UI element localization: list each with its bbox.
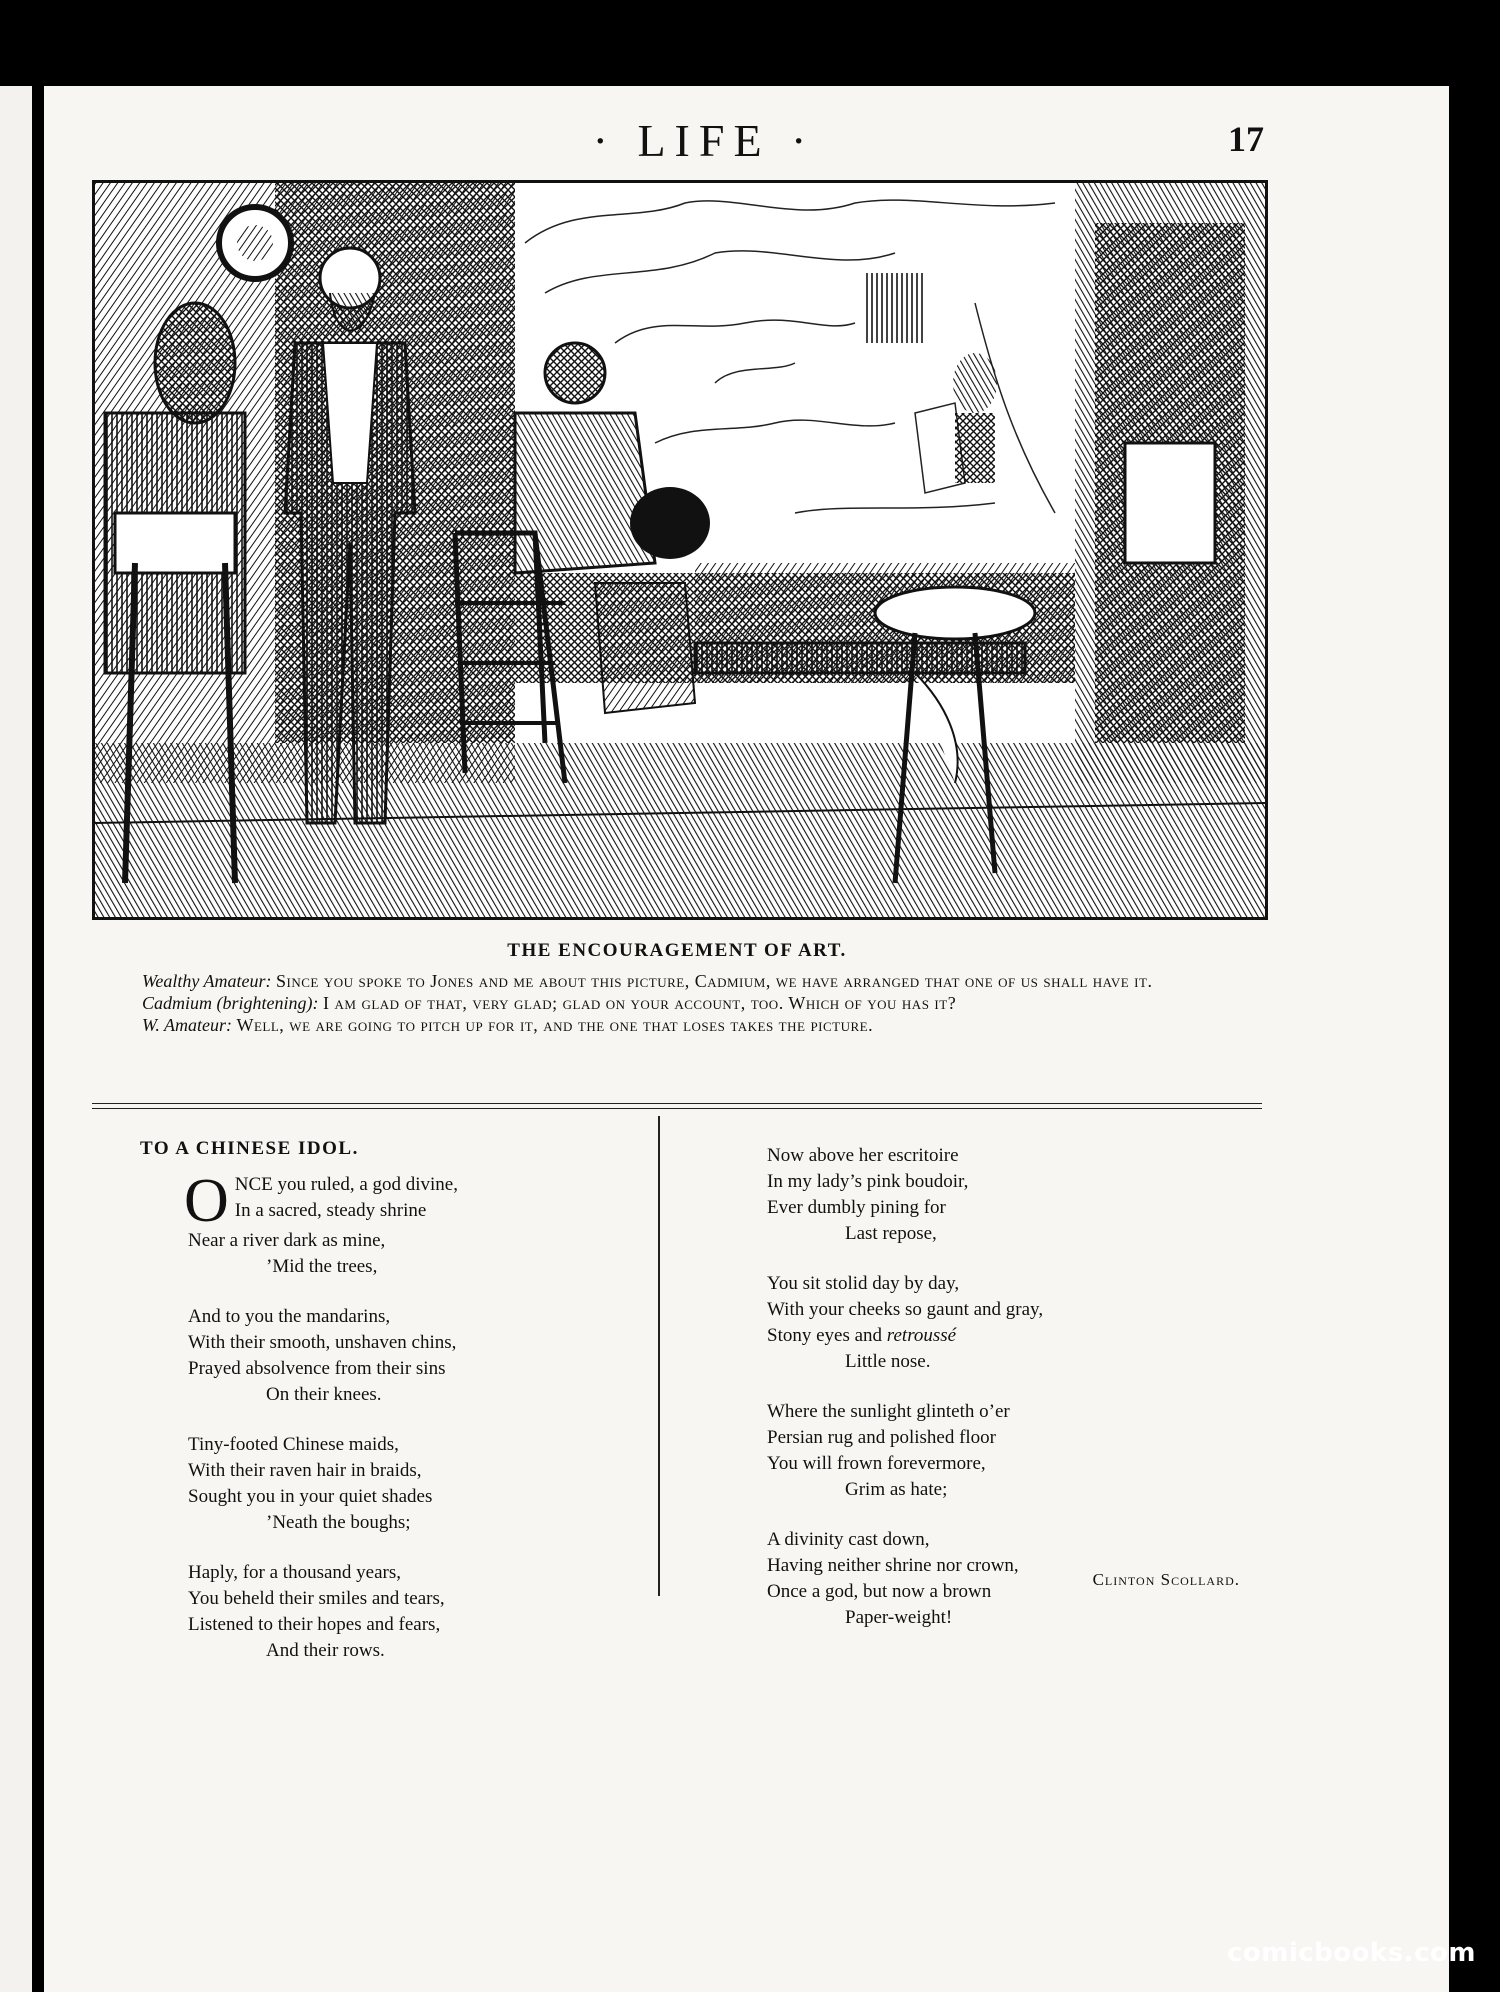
poem-line: On their knees. bbox=[266, 1384, 382, 1405]
facing-page-edge bbox=[0, 86, 38, 1992]
poem-line: You beheld their smiles and tears, bbox=[188, 1588, 445, 1609]
poem-line: Sought you in your quiet shades bbox=[188, 1486, 433, 1507]
poem-line: And to you the mandarins, bbox=[188, 1306, 391, 1327]
poem-line: Where the sunlight glinteth o’er bbox=[767, 1401, 1010, 1422]
poem-line: NCE you ruled, a god divine, bbox=[234, 1174, 458, 1195]
poem-line: In a sacred, steady shrine bbox=[234, 1200, 427, 1221]
poem-line: Grim as hate; bbox=[845, 1479, 948, 1500]
dialogue-line bbox=[96, 970, 1258, 992]
poem-stanza bbox=[188, 1432, 628, 1536]
dialogue-text: Well, we are going to pitch up for it, and the one that loses takes the picture. bbox=[236, 1015, 874, 1035]
poem-line: ’Mid the trees, bbox=[266, 1256, 378, 1277]
poem-line: Now above her escritoire bbox=[767, 1145, 959, 1166]
poem-line: With their smooth, unshaven chins, bbox=[188, 1332, 457, 1353]
poem-line: Little nose. bbox=[845, 1351, 931, 1372]
cartoon-title: THE ENCOURAGEMENT OF ART. bbox=[507, 940, 847, 961]
poem-stanza bbox=[188, 1304, 628, 1408]
poem-line: In my lady’s pink boudoir, bbox=[767, 1171, 969, 1192]
poem-title: TO A CHINESE IDOL. bbox=[140, 1138, 359, 1159]
scan-right-border bbox=[1449, 86, 1500, 1992]
poem-line: Near a river dark as mine, bbox=[188, 1230, 386, 1251]
italic-word: retroussé bbox=[886, 1325, 957, 1346]
engraving-drawing bbox=[95, 183, 1265, 917]
poem-line: Prayed absolvence from their sins bbox=[188, 1358, 446, 1379]
page-number: 17 bbox=[1228, 119, 1264, 159]
poem-line: You will frown forevermore, bbox=[767, 1453, 986, 1474]
poem-line: Having neither shrine nor crown, bbox=[767, 1555, 1019, 1576]
poem-line: Haply, for a thousand years, bbox=[188, 1562, 401, 1583]
drop-cap: O bbox=[184, 1167, 229, 1235]
poem-line: With your cheeks so gaunt and gray, bbox=[767, 1299, 1044, 1320]
dialogue-line bbox=[96, 1014, 1258, 1036]
poem-line: Tiny-footed Chinese maids, bbox=[188, 1434, 399, 1455]
speaker-label: Cadmium bbox=[142, 993, 213, 1013]
dialogue-text: I am glad of that, very glad; glad on your account, too. Which of you has it? bbox=[323, 993, 957, 1013]
poem-line: You sit stolid day by day, bbox=[767, 1273, 960, 1294]
poem-line: Persian rug and polished floor bbox=[767, 1427, 997, 1448]
poem-line: With their raven hair in braids, bbox=[188, 1460, 422, 1481]
poem-line: ’Neath the boughs; bbox=[266, 1512, 411, 1533]
site-watermark: comicbooks.com bbox=[1226, 1938, 1476, 1968]
poem-line: Listened to their hopes and fears, bbox=[188, 1614, 441, 1635]
poem-line: Last repose, bbox=[845, 1223, 937, 1244]
poem-line: Ever dumbly pining for bbox=[767, 1197, 946, 1218]
poem-left-column bbox=[184, 1167, 628, 1688]
poem-line: Once a god, but now a brown bbox=[767, 1581, 992, 1602]
poem-stanza bbox=[184, 1167, 628, 1280]
poem-line: And their rows. bbox=[266, 1640, 385, 1661]
cartoon-caption bbox=[96, 970, 1258, 1036]
cartoon-illustration bbox=[92, 180, 1268, 920]
speaker-aside: (brightening): bbox=[216, 993, 319, 1013]
column-divider bbox=[658, 1116, 660, 1596]
masthead: · LIFE · bbox=[592, 115, 816, 166]
poem-stanza bbox=[767, 1399, 1207, 1503]
speaker-label: Wealthy Amateur: bbox=[142, 971, 272, 991]
poem-stanza bbox=[767, 1271, 1207, 1375]
poem-line bbox=[767, 1323, 1207, 1349]
poem-stanza bbox=[188, 1560, 628, 1664]
dialogue-text: Since you spoke to Jones and me about this picture, Cadmium, we have arranged that one of us shall have it. bbox=[275, 971, 1153, 991]
poem-stanza bbox=[767, 1143, 1207, 1247]
poem-line-start: Stony eyes and bbox=[767, 1325, 883, 1346]
speaker-label: W. Amateur: bbox=[142, 1015, 232, 1035]
poem-line: Paper-weight! bbox=[845, 1607, 953, 1628]
poem-author: Clinton Scollard. bbox=[1092, 1570, 1240, 1589]
scan-top-border bbox=[0, 0, 1500, 86]
poem-line: A divinity cast down, bbox=[767, 1529, 930, 1550]
section-divider bbox=[92, 1103, 1262, 1109]
dialogue-line bbox=[96, 992, 1258, 1014]
